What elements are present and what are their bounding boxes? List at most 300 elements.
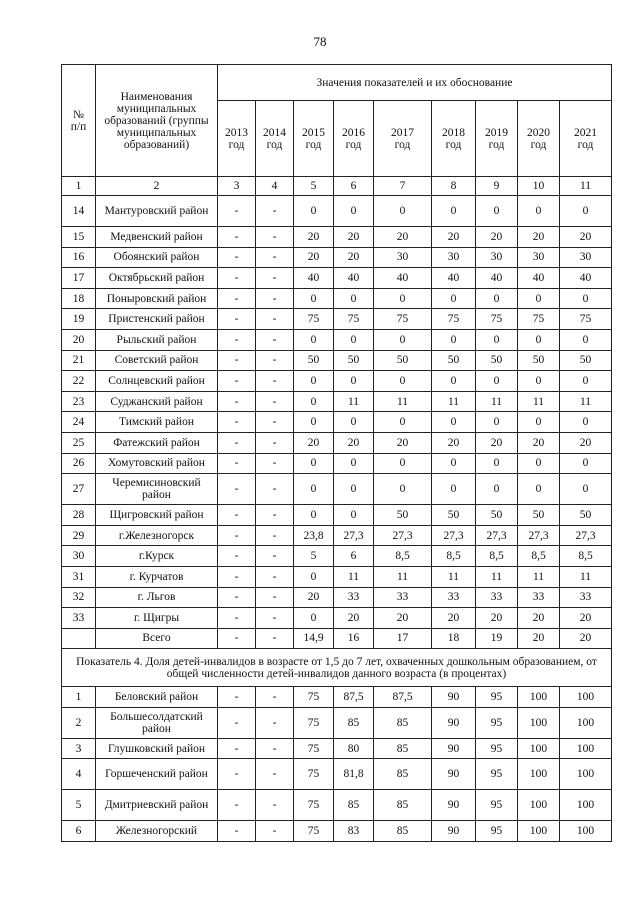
value-cell: 20 [334,247,374,268]
row-number: 20 [62,329,96,350]
value-cell: - [256,608,294,629]
value-cell: 0 [294,608,334,629]
value-cell: 90 [432,759,476,790]
row-number: 16 [62,247,96,268]
header-year [476,101,518,177]
value-cell: - [256,329,294,350]
header-year [560,101,612,177]
value-cell: 90 [432,790,476,821]
table-row [62,288,612,309]
value-cell: 75 [518,309,560,330]
value-cell: 11 [476,391,518,412]
header-year [218,101,256,177]
municipality-name: Беловский район [96,687,218,708]
value-cell: 0 [294,329,334,350]
value-cell: 95 [476,759,518,790]
value-cell: 0 [432,412,476,433]
row-number: 17 [62,268,96,289]
table-row [62,309,612,330]
value-cell: 40 [560,268,612,289]
value-cell: 0 [334,474,374,505]
value-cell: - [218,566,256,587]
municipality-name: Мантуровский район [96,196,218,227]
value-cell: 20 [432,432,476,453]
value-cell: 0 [294,566,334,587]
column-number: 2 [96,177,218,196]
row-number: 30 [62,546,96,567]
value-cell: - [256,247,294,268]
value-cell: 30 [476,247,518,268]
table-row [62,687,612,708]
value-cell: 27,3 [476,525,518,546]
value-cell: 0 [374,453,432,474]
value-cell: - [218,412,256,433]
header-year-unit: год [345,138,362,151]
value-cell: 30 [518,247,560,268]
header-year-value: 2013 [225,126,248,139]
value-cell: - [256,790,294,821]
value-cell: 0 [334,288,374,309]
value-cell: 20 [334,432,374,453]
value-cell: - [218,247,256,268]
row-number: 1 [62,687,96,708]
value-cell: 0 [334,196,374,227]
table-row [62,453,612,474]
table-row [62,350,612,371]
value-cell: 0 [374,371,432,392]
value-cell: 0 [334,505,374,526]
header-year [374,101,432,177]
page-number: 78 [313,34,327,49]
value-cell: 20 [432,227,476,248]
municipality-name: Глушковский район [96,738,218,759]
value-cell: 75 [374,309,432,330]
section-row [62,649,612,687]
value-cell: - [218,329,256,350]
header-year-value: 2018 [442,126,465,139]
table-row [62,566,612,587]
value-cell: 11 [476,566,518,587]
value-cell: 27,3 [334,525,374,546]
value-cell: 75 [560,309,612,330]
value-cell: 0 [560,453,612,474]
value-cell: 33 [518,587,560,608]
value-cell: 90 [432,707,476,738]
value-cell: 20 [374,227,432,248]
value-cell: - [256,687,294,708]
value-cell: 20 [476,432,518,453]
municipality-name: Фатежский район [96,432,218,453]
value-cell: - [218,196,256,227]
value-cell: 0 [560,371,612,392]
value-cell: 0 [518,371,560,392]
total-row [62,628,612,649]
municipality-name: Пристенский район [96,309,218,330]
value-cell: 90 [432,687,476,708]
municipality-name: Дмитриевский район [96,790,218,821]
value-cell: 0 [334,412,374,433]
municipality-name: г.Курск [96,546,218,567]
value-cell: 0 [432,329,476,350]
value-cell: 40 [476,268,518,289]
table-row [62,268,612,289]
value-cell: - [218,759,256,790]
value-cell: 0 [294,412,334,433]
header-municipality-text: Наименования муниципальных образований (группы муниципальных образований) [104,90,209,151]
table-row [62,247,612,268]
value-cell: 6 [334,546,374,567]
value-cell: - [256,738,294,759]
value-cell: - [256,566,294,587]
value-cell: 11 [560,391,612,412]
value-cell: 50 [476,505,518,526]
value-cell: - [256,453,294,474]
header-year-value: 2016 [342,126,365,139]
table-row [62,391,612,412]
value-cell: 95 [476,821,518,842]
header-number [62,65,96,177]
value-cell: 85 [374,790,432,821]
value-cell: 0 [432,371,476,392]
value-cell: 0 [294,288,334,309]
value-cell: 100 [518,759,560,790]
row-number: 29 [62,525,96,546]
value-cell: - [218,453,256,474]
value-cell: 23,8 [294,525,334,546]
header-column-numbers-row [62,177,612,196]
value-cell: 0 [518,288,560,309]
value-cell: 0 [374,412,432,433]
municipality-name: Медвенский район [96,227,218,248]
row-number: 6 [62,821,96,842]
value-cell: - [256,288,294,309]
value-cell: 90 [432,821,476,842]
value-cell: 100 [560,687,612,708]
value-cell: 0 [476,288,518,309]
value-cell: 95 [476,687,518,708]
value-cell: 50 [374,505,432,526]
value-cell: - [256,707,294,738]
table-row [62,371,612,392]
value-cell: - [218,608,256,629]
municipality-name: Большесолдатский район [96,707,218,738]
value-cell: - [218,505,256,526]
total-value: 16 [334,628,374,649]
value-cell: 50 [374,350,432,371]
value-cell: - [256,391,294,412]
row-number: 25 [62,432,96,453]
value-cell: 33 [334,587,374,608]
value-cell: - [218,391,256,412]
column-number: 1 [62,177,96,196]
total-value: - [218,628,256,649]
value-cell: 0 [518,196,560,227]
row-number: 5 [62,790,96,821]
row-number: 21 [62,350,96,371]
value-cell: 20 [374,608,432,629]
value-cell: 100 [518,790,560,821]
header-values-text: Значения показателей и их обоснование [316,76,513,89]
value-cell: 0 [294,453,334,474]
value-cell: - [256,474,294,505]
header-number-text: № п/п [70,108,87,133]
value-cell: 5 [294,546,334,567]
value-cell: 20 [476,227,518,248]
value-cell: 75 [476,309,518,330]
value-cell: - [256,505,294,526]
municipality-name: г. Льгов [96,587,218,608]
header-year-unit: год [577,138,594,151]
value-cell: 85 [374,738,432,759]
row-number: 24 [62,412,96,433]
value-cell: 0 [334,371,374,392]
value-cell: 11 [334,566,374,587]
municipality-name: Рыльский район [96,329,218,350]
value-cell: 0 [560,474,612,505]
header-year [334,101,374,177]
municipality-name: Обоянский район [96,247,218,268]
value-cell: 20 [294,247,334,268]
table-row [62,412,612,433]
header-year-unit: год [266,138,283,151]
row-number: 15 [62,227,96,248]
value-cell: 100 [560,707,612,738]
value-cell: 40 [432,268,476,289]
value-cell: - [218,790,256,821]
value-cell: - [256,525,294,546]
value-cell: 0 [518,474,560,505]
municipality-name: Щигровский район [96,505,218,526]
value-cell: 50 [560,505,612,526]
value-cell: 20 [294,227,334,248]
header-year [256,101,294,177]
value-cell: 80 [334,738,374,759]
table-row [62,432,612,453]
header-year-unit: год [530,138,547,151]
column-number: 5 [294,177,334,196]
value-cell: 20 [294,587,334,608]
table-row [62,759,612,790]
header-year [432,101,476,177]
row-number: 19 [62,309,96,330]
header-values [218,65,612,101]
value-cell: - [218,525,256,546]
value-cell: - [218,227,256,248]
header-year-value: 2017 [391,126,414,139]
value-cell: 0 [476,474,518,505]
municipality-name: Октябрьский район [96,268,218,289]
value-cell: 0 [432,453,476,474]
value-cell: 8,5 [374,546,432,567]
value-cell: 0 [518,329,560,350]
value-cell: 27,3 [374,525,432,546]
header-year-value: 2020 [527,126,550,139]
value-cell: 20 [518,432,560,453]
row-number: 28 [62,505,96,526]
value-cell: 40 [518,268,560,289]
value-cell: 20 [294,432,334,453]
value-cell: - [218,738,256,759]
value-cell: 75 [294,687,334,708]
value-cell: 81,8 [334,759,374,790]
value-cell: 27,3 [518,525,560,546]
value-cell: 75 [294,738,334,759]
value-cell: - [256,309,294,330]
table-row [62,505,612,526]
value-cell: 0 [476,196,518,227]
value-cell: 11 [518,566,560,587]
value-cell: 0 [476,329,518,350]
value-cell: 75 [294,707,334,738]
value-cell: 50 [432,350,476,371]
value-cell: 30 [560,247,612,268]
value-cell: 85 [374,759,432,790]
value-cell: 87,5 [374,687,432,708]
value-cell: 20 [560,432,612,453]
value-cell: - [218,288,256,309]
value-cell: 11 [374,566,432,587]
value-cell: 30 [432,247,476,268]
value-cell: - [218,587,256,608]
value-cell: - [256,432,294,453]
value-cell: 11 [374,391,432,412]
value-cell: 83 [334,821,374,842]
table-row [62,790,612,821]
value-cell: 20 [518,608,560,629]
municipality-name: Черемисиновский район [96,474,218,505]
value-cell: 75 [294,759,334,790]
value-cell: 0 [476,412,518,433]
table-body [62,196,612,842]
value-cell: 0 [560,329,612,350]
row-number: 4 [62,759,96,790]
value-cell: 11 [334,391,374,412]
total-value: 17 [374,628,432,649]
value-cell: 20 [560,608,612,629]
row-number: 3 [62,738,96,759]
row-number: 14 [62,196,96,227]
header-year-unit: год [305,138,322,151]
value-cell: 11 [432,566,476,587]
value-cell: - [218,350,256,371]
value-cell: 50 [476,350,518,371]
value-cell: 20 [334,227,374,248]
row-number: 33 [62,608,96,629]
value-cell: 40 [334,268,374,289]
value-cell: 0 [294,196,334,227]
value-cell: - [256,546,294,567]
value-cell: 0 [294,505,334,526]
value-cell: - [218,546,256,567]
value-cell: 0 [476,371,518,392]
value-cell: - [218,707,256,738]
value-cell: 20 [560,227,612,248]
value-cell: 8,5 [476,546,518,567]
value-cell: 100 [560,759,612,790]
value-cell: 100 [518,707,560,738]
value-cell: 100 [560,790,612,821]
table-row [62,525,612,546]
municipality-name: Советский район [96,350,218,371]
value-cell: - [256,412,294,433]
value-cell: - [218,309,256,330]
column-number: 3 [218,177,256,196]
value-cell: 33 [374,587,432,608]
value-cell: 0 [374,196,432,227]
value-cell: 100 [560,821,612,842]
table-row [62,587,612,608]
value-cell: 85 [374,707,432,738]
total-value: 20 [518,628,560,649]
total-value: - [256,628,294,649]
value-cell: - [256,196,294,227]
value-cell: - [218,474,256,505]
municipality-name: г. Щигры [96,608,218,629]
total-value: 19 [476,628,518,649]
row-number: 23 [62,391,96,412]
value-cell: 20 [518,227,560,248]
table-row [62,821,612,842]
value-cell: 30 [374,247,432,268]
value-cell: 95 [476,738,518,759]
value-cell: - [218,371,256,392]
column-number: 10 [518,177,560,196]
value-cell: 0 [374,329,432,350]
value-cell: 0 [334,453,374,474]
value-cell: 0 [294,391,334,412]
header-year [518,101,560,177]
table-row [62,707,612,738]
value-cell: 90 [432,738,476,759]
value-cell: 33 [560,587,612,608]
value-cell: - [256,268,294,289]
value-cell: 50 [518,350,560,371]
value-cell: 11 [560,566,612,587]
value-cell: 100 [518,738,560,759]
value-cell: 95 [476,707,518,738]
value-cell: 85 [334,790,374,821]
municipality-name: Солнцевский район [96,371,218,392]
value-cell: 75 [334,309,374,330]
row-number: 26 [62,453,96,474]
section-title: Показатель 4. Доля детей-инвалидов в возрасте от 1,5 до 7 лет, охваченных дошкольным образованием, от общей численности детей-инвалидов данного возраста (в процентах) [62,649,612,687]
column-number: 8 [432,177,476,196]
table-row [62,738,612,759]
value-cell: 100 [560,738,612,759]
table-row [62,227,612,248]
row-number: 32 [62,587,96,608]
value-cell: 0 [476,453,518,474]
municipality-name: Хомутовский район [96,453,218,474]
value-cell: 85 [334,707,374,738]
header-year-unit: год [488,138,505,151]
value-cell: 11 [432,391,476,412]
value-cell: 0 [294,371,334,392]
value-cell: - [218,432,256,453]
value-cell: 0 [560,196,612,227]
value-cell: - [256,350,294,371]
value-cell: 75 [294,790,334,821]
indicators-table [61,64,612,842]
header-municipality [96,65,218,177]
value-cell: - [218,821,256,842]
header-year-value: 2015 [302,126,325,139]
municipality-name: Суджанский район [96,391,218,412]
value-cell: 50 [334,350,374,371]
value-cell: 75 [432,309,476,330]
value-cell: 0 [374,288,432,309]
value-cell: 20 [432,608,476,629]
